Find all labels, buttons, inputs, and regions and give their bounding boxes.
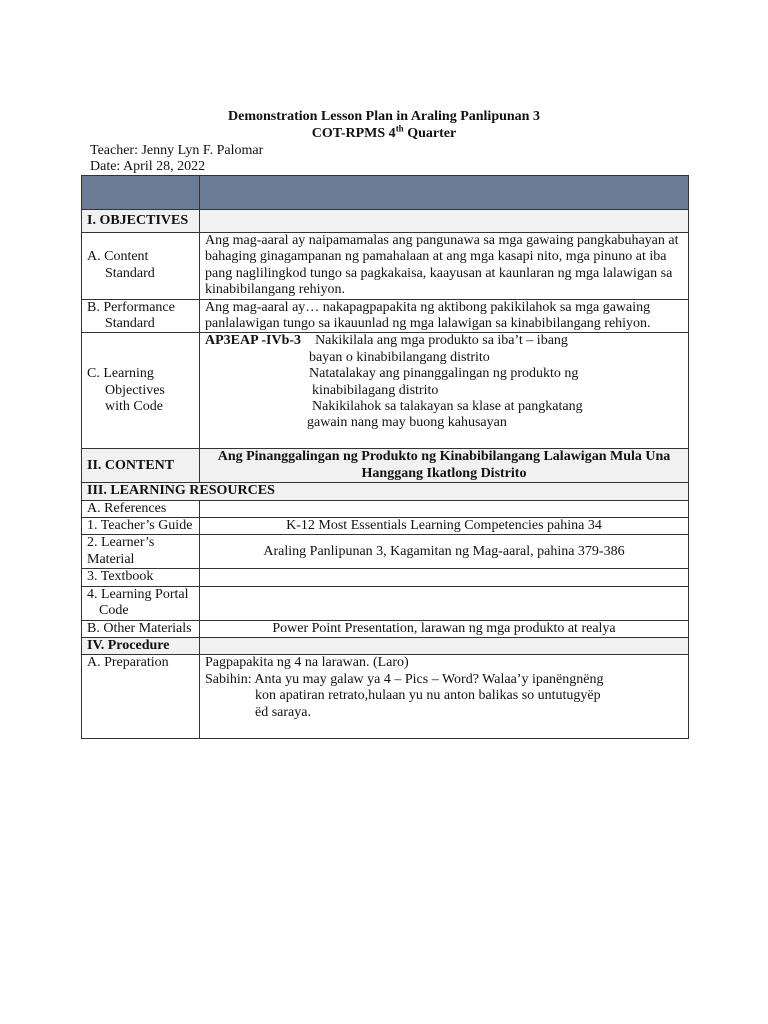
learning-objectives-label-3: with Code (105, 399, 163, 415)
table-header-row (82, 176, 689, 210)
procedure-blank (200, 637, 689, 654)
preparation-label: A. Preparation (82, 655, 200, 739)
other-materials-row (82, 620, 689, 637)
objective-line-4: kinabibilagang distrito (312, 382, 439, 398)
objective-line-2: bayan o kinabibilangang distrito (309, 349, 490, 365)
preparation-line-4: ëd saraya. (255, 704, 311, 720)
content-row (82, 449, 689, 483)
learners-material-label (82, 535, 200, 569)
teacher-line: Teacher: Jenny Lyn F. Palomar (90, 143, 264, 158)
content-heading: II. CONTENT (82, 449, 200, 483)
references-label: A. References (82, 500, 200, 517)
other-materials-label: B. Other Materials (82, 620, 200, 637)
learning-resources-row (82, 483, 689, 500)
objective-line-6: gawain nang may buong kahusayan (307, 415, 507, 431)
other-materials-text: Power Point Presentation, larawan ng mga produkto at realya (200, 620, 689, 637)
preparation-line-2: Sabihin: Anta yu may galaw ya 4 – Pics – Word? Walaa’y ipanëngnëng (205, 671, 604, 687)
performance-standard-label (82, 299, 200, 333)
lesson-plan-table (81, 175, 689, 739)
textbook-label: 3. Textbook (82, 569, 200, 586)
content-standard-label-2: Standard (105, 265, 155, 281)
objective-line-3: Natatalakay ang pinanggalingan ng produkto ng (309, 366, 579, 382)
portal-label (82, 586, 200, 620)
references-blank (200, 500, 689, 517)
procedure-heading: IV. Procedure (82, 637, 200, 654)
subtitle-superscript: th (395, 123, 404, 134)
references-row (82, 500, 689, 517)
learning-objectives-text (200, 333, 689, 449)
content-standard-text: Ang mag-aaral ay naipamamalas ang pangunawa sa mga gawaing pangkabuhayan at bahaging ginagampanan ng pamahalaan at ang mga kasapi nito, mga pinuno at iba pang naglilingkod tungo sa pagkakaisa, kaayusan at kaunlaran ng mga lalawigan sa kinabibilangang rehiyon. (200, 233, 689, 300)
learning-objectives-label-2: Objectives (105, 382, 165, 398)
performance-standard-label-2: Standard (105, 316, 155, 332)
objectives-row (82, 210, 689, 233)
preparation-line-3: kon apatiran retrato,hulaan yu nu anton balikas so untutugyëp (255, 688, 601, 704)
header-cell-left (82, 176, 200, 210)
learners-material-label-2: Material (87, 551, 135, 567)
preparation-text (200, 655, 689, 739)
learning-resources-heading: III. LEARNING RESOURCES (82, 483, 689, 500)
portal-label-1: 4. Learning Portal (87, 586, 189, 602)
portal-blank (200, 586, 689, 620)
procedure-row (82, 637, 689, 654)
preparation-row (82, 655, 689, 739)
performance-standard-text: Ang mag-aaral ay… nakapagpapakita ng aktibong pakikilahok sa mga gawaing panlalawigan tungo sa ikauunlad ng mga lalawigan sa kinabibilangang rehiyon. (200, 299, 689, 333)
content-standard-row (82, 233, 689, 300)
subtitle-text-end: Quarter (403, 126, 457, 141)
document-title: Demonstration Lesson Plan in Araling Panlipunan 3 (228, 109, 540, 124)
objective-line-1: Nakikilala ang mga produkto sa iba’t – ibang (315, 333, 568, 349)
textbook-row (82, 569, 689, 586)
teachers-guide-row (82, 518, 689, 535)
date-line: Date: April 28, 2022 (90, 159, 206, 174)
learners-material-label-1: 2. Learner’s (87, 535, 155, 551)
document-subtitle (0, 125, 768, 142)
content-standard-label (82, 233, 200, 300)
portal-row (82, 586, 689, 620)
teachers-guide-text: K-12 Most Essentials Learning Competencies pahina 34 (200, 518, 689, 535)
objectives-heading: I. OBJECTIVES (82, 210, 200, 233)
learners-material-text: Araling Panlipunan 3, Kagamitan ng Mag-aaral, pahina 379-386 (200, 535, 689, 569)
content-topic-line-2: Hanggang Ikatlong Distrito (361, 465, 527, 481)
objective-code: AP3EAP -IVb-3 (205, 333, 302, 349)
learning-objectives-row (82, 333, 689, 449)
subtitle-text: COT-RPMS 4 (311, 126, 396, 141)
portal-label-2: Code (99, 603, 129, 619)
objectives-blank (200, 210, 689, 233)
content-topic-line-1: Ang Pinanggalingan ng Produkto ng Kinabibilangang Lalawigan Mula Una (217, 449, 671, 465)
textbook-blank (200, 569, 689, 586)
learning-objectives-label (82, 333, 200, 449)
learning-objectives-label-1: C. Learning (87, 366, 154, 382)
performance-standard-row (82, 299, 689, 333)
teachers-guide-label: 1. Teacher’s Guide (82, 518, 200, 535)
content-standard-label-1: A. Content (87, 249, 149, 265)
performance-standard-label-1: B. Performance (87, 299, 175, 315)
preparation-line-1: Pagpapakita ng 4 na larawan. (Laro) (205, 655, 409, 671)
objective-line-5: Nakikilahok sa talakayan sa klase at pangkatang (312, 399, 583, 415)
learners-material-row (82, 535, 689, 569)
content-topic (200, 449, 689, 483)
header-cell-right (200, 176, 689, 210)
